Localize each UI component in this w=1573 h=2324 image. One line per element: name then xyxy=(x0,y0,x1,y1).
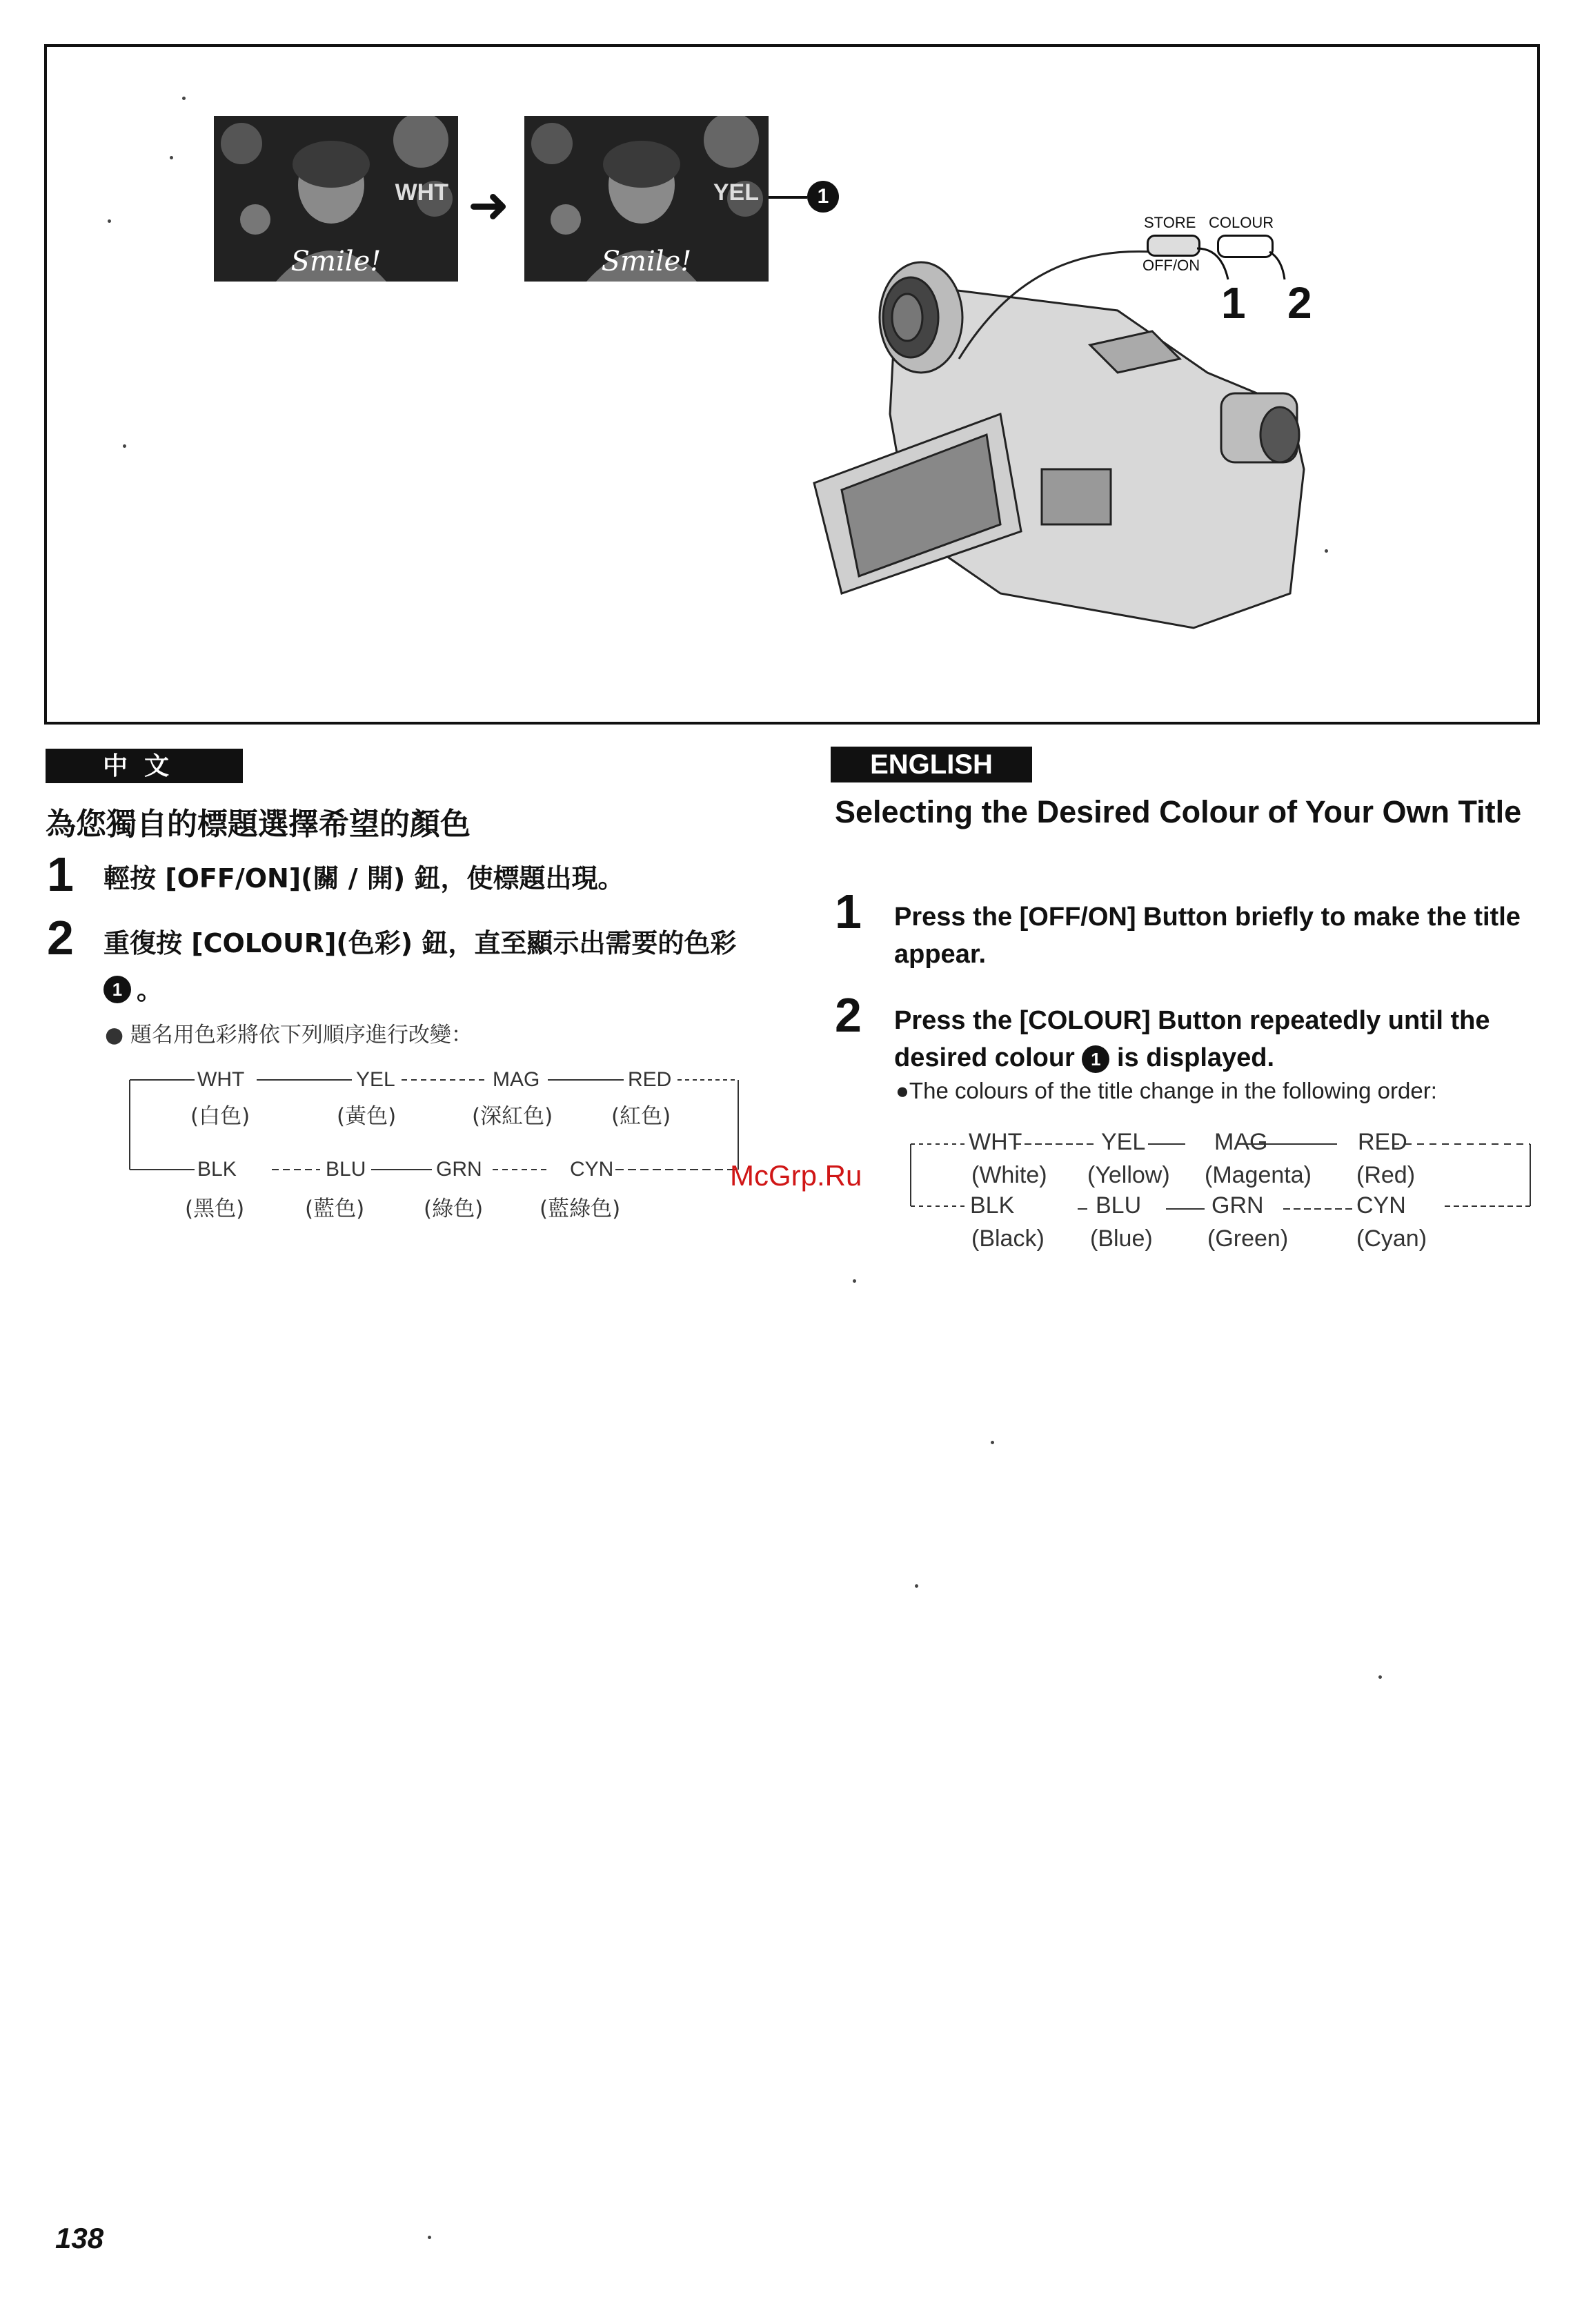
en-seq-yel: YEL xyxy=(1101,1129,1146,1155)
en-seq-black: (Black) xyxy=(971,1225,1045,1252)
chinese-title: 為您獨自的標題選擇希望的顏色 xyxy=(46,807,471,842)
scan-speck xyxy=(991,1441,994,1444)
zh-seq-cyn: CYN xyxy=(570,1158,614,1181)
english-title: Selecting the Desired Colour of Your Own Title xyxy=(835,794,1522,829)
zh-step2-end: 。 xyxy=(137,975,164,1005)
en-seq-red-name: (Red) xyxy=(1356,1162,1416,1188)
callout-marker: 1 xyxy=(807,181,839,213)
zh-seq-mag: MAG xyxy=(493,1068,540,1091)
title-caption: Smile! xyxy=(290,246,382,277)
chinese-section-tag: 中文 xyxy=(46,749,243,783)
en-seq-red: RED xyxy=(1358,1129,1407,1155)
en-colour-marker: 1 xyxy=(1082,1045,1109,1073)
scan-speck xyxy=(1378,1675,1382,1679)
zh-seq-grn: GRN xyxy=(436,1158,482,1181)
zh-step1-text: 輕按 [OFF/ON](關 / 開) 鈕，使標題出現。 xyxy=(103,863,624,894)
zh-seq-wht: WHT xyxy=(197,1068,245,1091)
watermark: McGrp.Ru xyxy=(730,1159,862,1192)
en-step2-text-b: is displayed. xyxy=(1116,1043,1275,1072)
zh-seq-cyn-cn: (藍綠色) xyxy=(540,1197,621,1221)
en-step2-number: 2 xyxy=(835,988,862,1042)
scan-speck xyxy=(182,97,186,100)
zh-step1-number: 1 xyxy=(47,847,74,901)
scan-speck xyxy=(915,1584,918,1588)
zh-seq-blu-cn: (藍色) xyxy=(305,1197,365,1221)
offon-label: OFF/ON xyxy=(1142,257,1200,274)
zh-seq-blk: BLK xyxy=(197,1158,237,1181)
en-seq-cyn: CYN xyxy=(1356,1192,1406,1219)
zh-seq-red-cn: (紅色) xyxy=(611,1104,671,1129)
en-seq-mag: MAG xyxy=(1214,1129,1268,1155)
scan-speck xyxy=(428,2236,431,2239)
zh-step2-number: 2 xyxy=(47,911,74,965)
scan-speck xyxy=(853,1279,856,1283)
zh-seq-yel: YEL xyxy=(356,1068,395,1091)
title-colour-overlay: YEL xyxy=(713,179,759,206)
en-note: ●The colours of the title change in the following order: xyxy=(896,1078,1437,1103)
button-step-2: 2 xyxy=(1287,278,1312,328)
en-seq-white: (White) xyxy=(971,1162,1047,1188)
en-seq-yellow: (Yellow) xyxy=(1087,1162,1170,1188)
en-seq-lower-arrows xyxy=(1076,1201,1366,1221)
callout-lines xyxy=(1194,242,1290,283)
title-colour-overlay: WHT xyxy=(395,179,448,206)
en-seq-cyan: (Cyan) xyxy=(1356,1225,1427,1252)
zh-seq-grn-cn: (綠色) xyxy=(424,1197,484,1221)
zh-seq-yel-cn: (黃色) xyxy=(337,1104,397,1129)
zh-seq-blu: BLU xyxy=(326,1158,366,1181)
scan-speck xyxy=(108,219,111,223)
arrow-right-icon: ➜ xyxy=(468,178,510,233)
en-seq-blk: BLK xyxy=(970,1192,1015,1219)
en-seq-blu: BLU xyxy=(1096,1192,1142,1219)
english-section-tag: ENGLISH xyxy=(831,747,1032,782)
title-preview-white xyxy=(214,116,458,282)
button-step-1: 1 xyxy=(1221,278,1246,328)
page-number: 138 xyxy=(55,2222,104,2254)
scan-speck xyxy=(1325,549,1328,553)
zh-seq-mag-cn: (深紅色) xyxy=(472,1104,553,1129)
store-label: STORE xyxy=(1144,214,1196,231)
scan-speck xyxy=(170,156,173,159)
scan-speck xyxy=(123,444,126,448)
zh-colour-marker: 1 xyxy=(103,976,131,1003)
en-seq-green: (Green) xyxy=(1207,1225,1289,1252)
title-caption: Smile! xyxy=(601,246,692,277)
zh-seq-blk-cn: (黑色) xyxy=(185,1197,245,1221)
en-step2-text xyxy=(894,1002,1529,1076)
colour-label: COLOUR xyxy=(1209,214,1274,231)
en-seq-magenta: (Magenta) xyxy=(1205,1162,1312,1188)
zh-step2-text: 重復按 [COLOUR](色彩) 鈕，直至顯示出需要的色彩 xyxy=(103,928,737,958)
offon-button[interactable] xyxy=(1147,235,1200,257)
en-seq-grn: GRN xyxy=(1211,1192,1264,1219)
zh-seq-wht-cn: (白色) xyxy=(190,1104,250,1129)
callout-line xyxy=(769,196,807,199)
en-seq-wht: WHT xyxy=(969,1129,1022,1155)
title-preview-yellow xyxy=(524,116,769,282)
en-seq-blue: (Blue) xyxy=(1090,1225,1153,1252)
en-step1-text: Press the [OFF/ON] Button briefly to make the title appear. xyxy=(894,903,1521,969)
en-step2-text-a: Press the [COLOUR] Button repeatedly until the desired colour xyxy=(894,1006,1490,1072)
zh-note: ● 題名用色彩將依下列順序進行改變： xyxy=(105,1023,473,1047)
zh-seq-red: RED xyxy=(628,1068,672,1091)
en-step1-number: 1 xyxy=(835,885,862,938)
